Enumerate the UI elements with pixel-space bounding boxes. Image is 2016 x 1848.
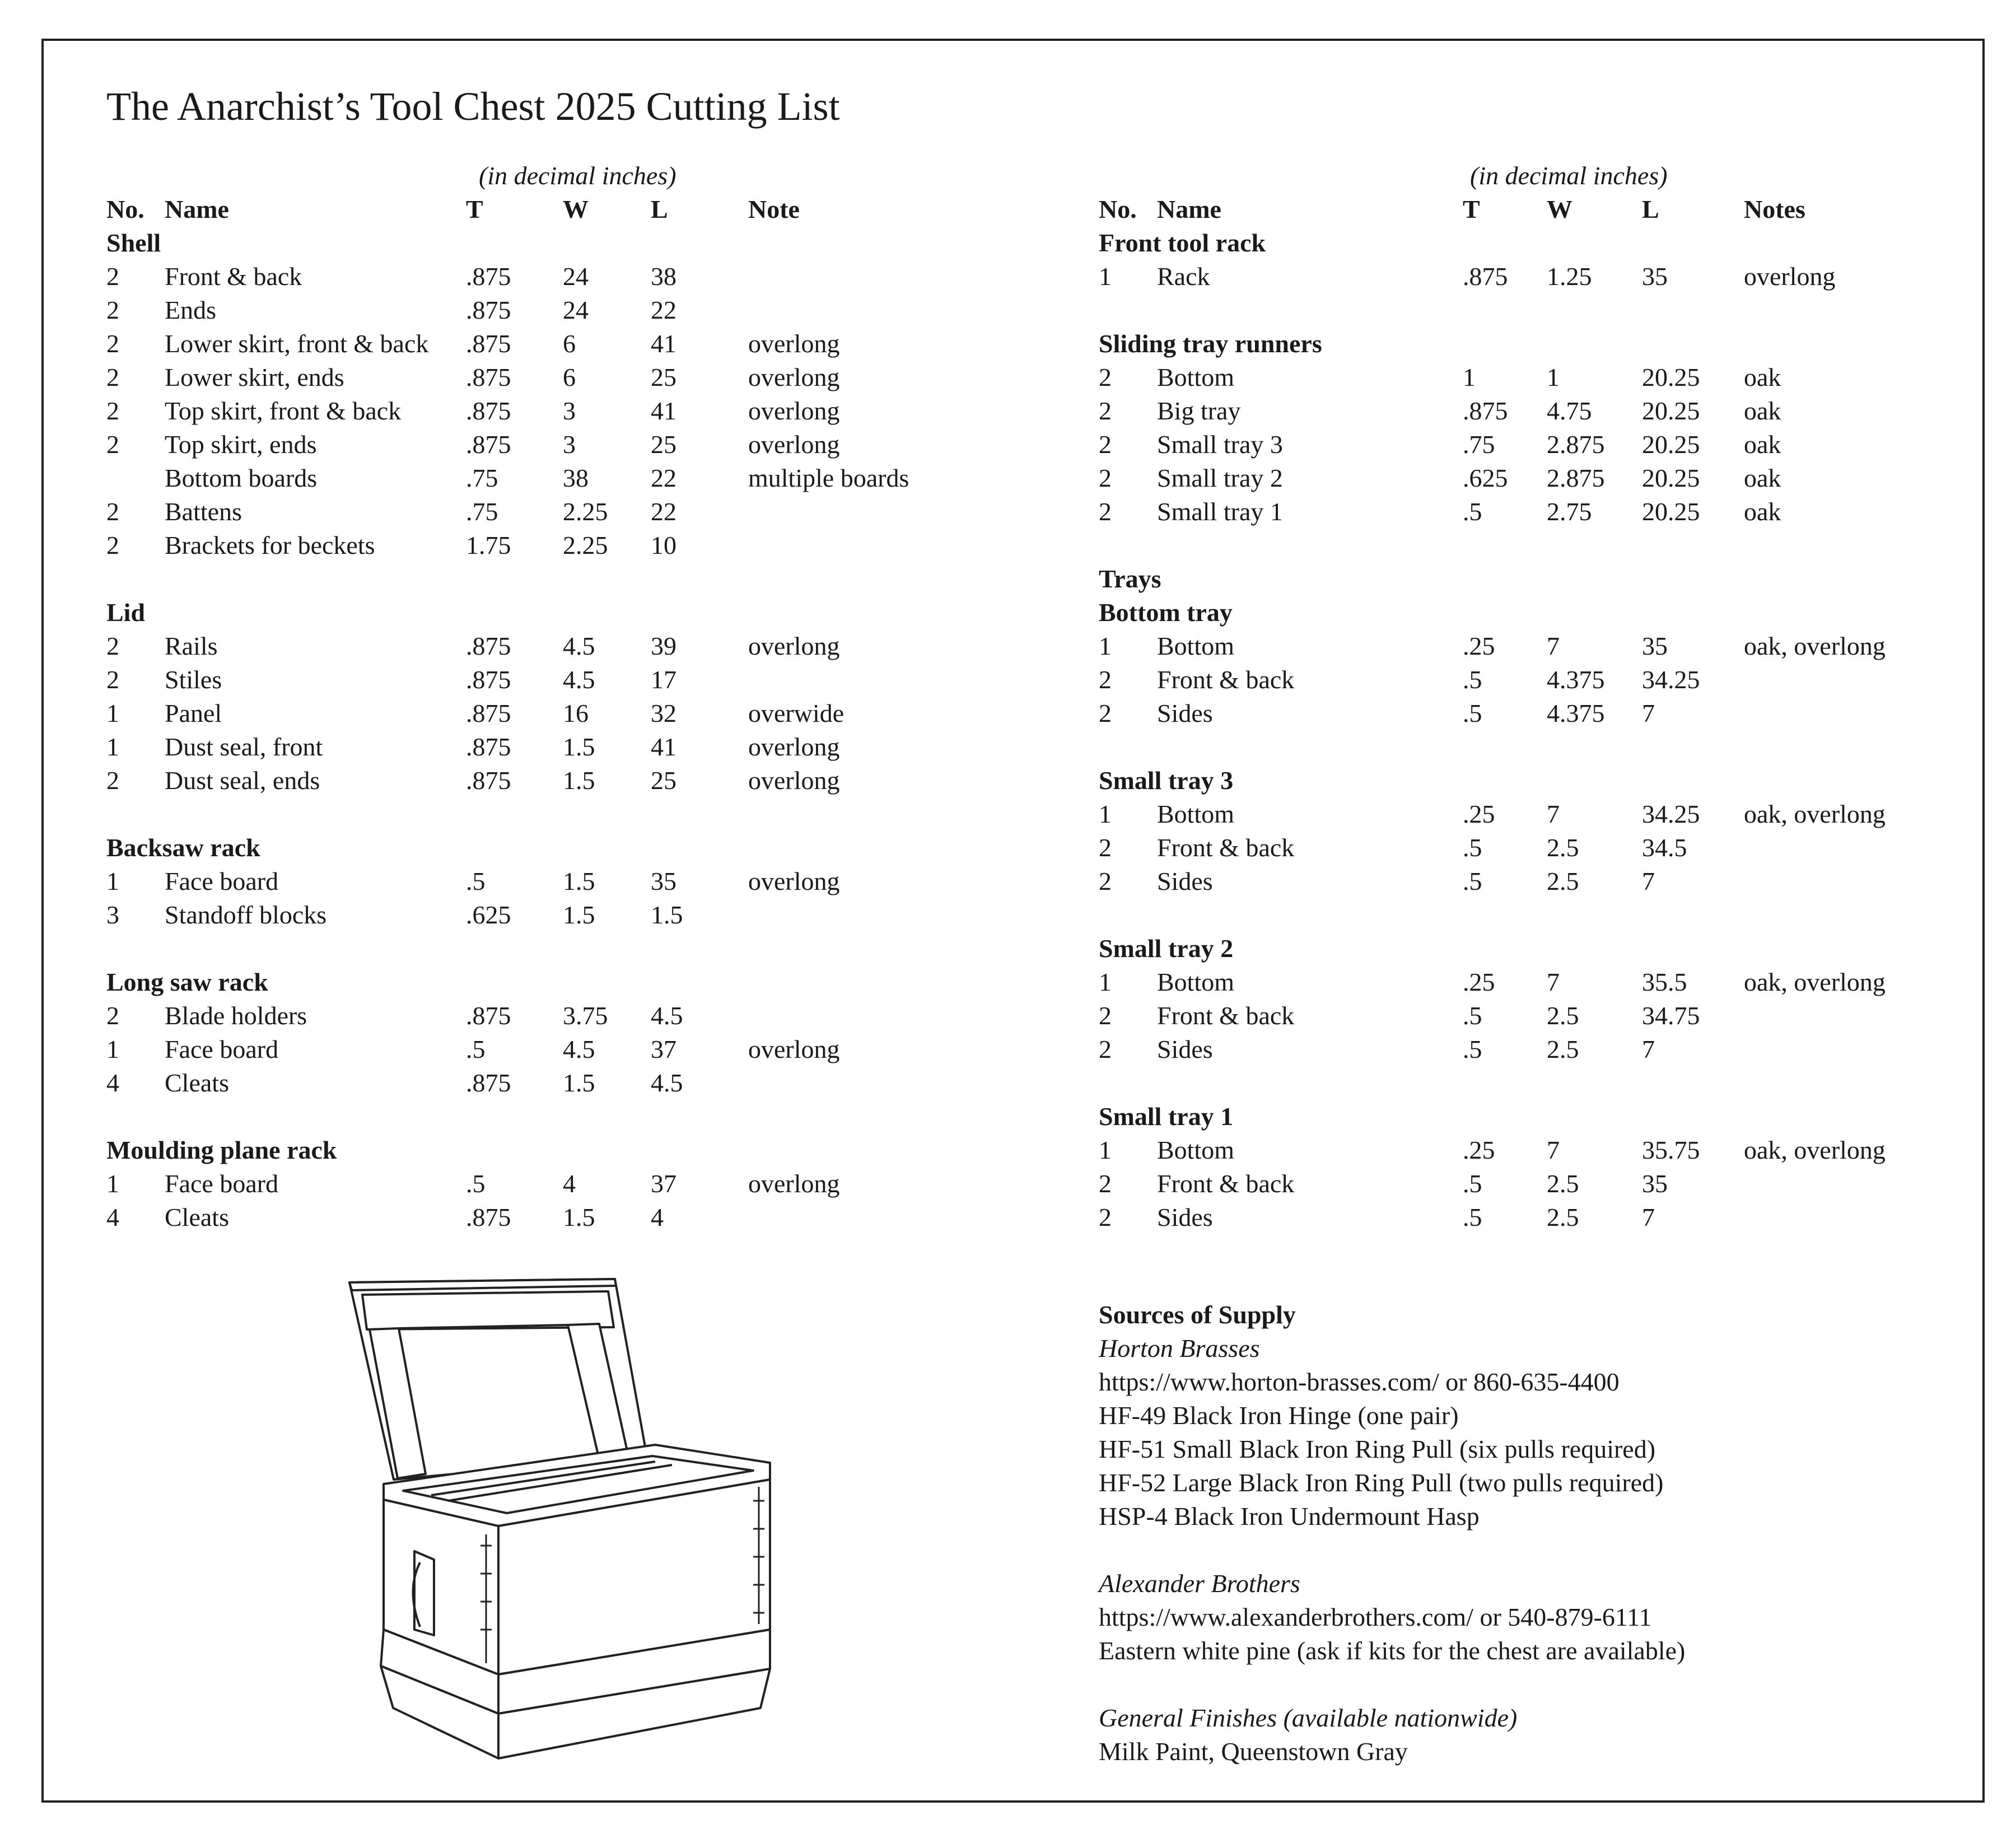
- length-cell: 34.25: [1642, 800, 1700, 828]
- part-name-cell: Panel: [165, 699, 222, 727]
- quantity-cell: 2: [106, 363, 119, 391]
- quantity-cell: 2: [1099, 464, 1112, 492]
- width-cell: 1.5: [563, 900, 595, 929]
- length-cell: 35: [651, 867, 676, 895]
- header-width: W: [1547, 195, 1572, 223]
- length-cell: 22: [651, 497, 676, 526]
- part-name-cell: Sides: [1157, 699, 1213, 727]
- quantity-cell: 1: [106, 867, 119, 895]
- supply-item: HSP-4 Black Iron Undermount Hasp: [1099, 1502, 1480, 1530]
- width-cell: 2.875: [1547, 464, 1605, 492]
- note-cell: overlong: [748, 1035, 840, 1063]
- thickness-cell: .875: [466, 430, 511, 459]
- header-length: L: [651, 195, 668, 223]
- part-name-cell: Blade holders: [165, 1001, 307, 1030]
- width-cell: 3: [563, 430, 576, 459]
- section-title: Small tray 1: [1099, 1102, 1234, 1131]
- length-cell: 7: [1642, 699, 1655, 727]
- length-cell: 41: [651, 396, 676, 425]
- length-cell: 41: [651, 329, 676, 358]
- thickness-cell: .625: [1463, 464, 1508, 492]
- note-cell: overwide: [748, 699, 844, 727]
- thickness-cell: .5: [1463, 665, 1482, 694]
- quantity-cell: 2: [106, 396, 119, 425]
- quantity-cell: 2: [106, 430, 119, 459]
- thickness-cell: .875: [466, 732, 511, 761]
- supply-item: HF-51 Small Black Iron Ring Pull (six pulls required): [1099, 1435, 1656, 1463]
- quantity-cell: 2: [1099, 1203, 1112, 1231]
- note-cell: oak, overlong: [1744, 1136, 1886, 1164]
- quantity-cell: 1: [106, 1169, 119, 1198]
- note-cell: oak, overlong: [1744, 968, 1886, 996]
- length-cell: 1.5: [651, 900, 683, 929]
- part-name-cell: Cleats: [165, 1203, 229, 1231]
- length-cell: 39: [651, 632, 676, 660]
- thickness-cell: .75: [1463, 430, 1495, 459]
- width-cell: 3: [563, 396, 576, 425]
- part-name-cell: Battens: [165, 497, 242, 526]
- quantity-cell: 2: [106, 531, 119, 559]
- quantity-cell: 1: [1099, 262, 1112, 291]
- thickness-cell: .875: [466, 363, 511, 391]
- note-cell: overlong: [748, 329, 840, 358]
- length-cell: 34.5: [1642, 833, 1687, 862]
- thickness-cell: .5: [466, 867, 486, 895]
- part-name-cell: Face board: [165, 1035, 279, 1063]
- width-cell: 1: [1547, 363, 1560, 391]
- width-cell: 2.5: [1547, 1169, 1579, 1198]
- vendor-horton-contact: https://www.horton-brasses.com/ or 860-635-4400: [1099, 1368, 1620, 1396]
- supply-item: HF-52 Large Black Iron Ring Pull (two pulls required): [1099, 1468, 1664, 1497]
- length-cell: 41: [651, 732, 676, 761]
- part-name-cell: Brackets for beckets: [165, 531, 375, 559]
- quantity-cell: 1: [106, 699, 119, 727]
- quantity-cell: 2: [106, 262, 119, 291]
- thickness-cell: .875: [466, 329, 511, 358]
- thickness-cell: .875: [466, 1203, 511, 1231]
- width-cell: 3.75: [563, 1001, 608, 1030]
- width-cell: 4.5: [563, 632, 595, 660]
- width-cell: 16: [563, 699, 589, 727]
- width-cell: 7: [1547, 1136, 1560, 1164]
- quantity-cell: 2: [1099, 396, 1112, 425]
- note-cell: overlong: [748, 363, 840, 391]
- quantity-cell: 1: [1099, 1136, 1112, 1164]
- section-title: Lid: [106, 598, 146, 627]
- part-name-cell: Small tray 2: [1157, 464, 1283, 492]
- section-title: Long saw rack: [106, 968, 268, 996]
- thickness-cell: .875: [466, 1001, 511, 1030]
- width-cell: 4: [563, 1169, 576, 1198]
- spacer: [1099, 1533, 1685, 1567]
- part-name-cell: Lower skirt, ends: [165, 363, 344, 391]
- part-name-cell: Big tray: [1157, 396, 1241, 425]
- width-cell: 7: [1547, 800, 1560, 828]
- quantity-cell: 4: [106, 1203, 119, 1231]
- length-cell: 35.5: [1642, 968, 1687, 996]
- length-cell: 25: [651, 430, 676, 459]
- note-cell: oak, overlong: [1744, 800, 1886, 828]
- length-cell: 35: [1642, 632, 1668, 660]
- note-cell: overlong: [748, 766, 840, 795]
- thickness-cell: .5: [1463, 1203, 1482, 1231]
- length-cell: 35: [1642, 1169, 1668, 1198]
- thickness-cell: 1: [1463, 363, 1476, 391]
- part-name-cell: Dust seal, ends: [165, 766, 320, 795]
- note-cell: oak: [1744, 363, 1781, 391]
- note-cell: oak: [1744, 497, 1781, 526]
- part-name-cell: Bottom: [1157, 363, 1235, 391]
- header-name: Name: [165, 195, 229, 223]
- part-name-cell: Front & back: [1157, 1001, 1295, 1030]
- length-cell: 38: [651, 262, 676, 291]
- length-cell: 7: [1642, 1203, 1655, 1231]
- part-name-cell: Cleats: [165, 1068, 229, 1097]
- part-name-cell: Front & back: [1157, 665, 1295, 694]
- thickness-cell: .5: [1463, 1169, 1482, 1198]
- thickness-cell: .5: [1463, 1001, 1482, 1030]
- quantity-cell: 2: [1099, 363, 1112, 391]
- length-cell: 4.5: [651, 1001, 683, 1030]
- thickness-cell: .25: [1463, 632, 1495, 660]
- width-cell: 6: [563, 363, 576, 391]
- length-cell: 7: [1642, 867, 1655, 895]
- thickness-cell: .75: [466, 497, 498, 526]
- quantity-cell: 2: [1099, 833, 1112, 862]
- width-cell: 7: [1547, 968, 1560, 996]
- part-name-cell: Small tray 1: [1157, 497, 1283, 526]
- quantity-cell: 2: [1099, 665, 1112, 694]
- vendor-alexander: Alexander Brothers: [1099, 1569, 1300, 1598]
- thickness-cell: .875: [466, 396, 511, 425]
- thickness-cell: .875: [1463, 396, 1508, 425]
- quantity-cell: 1: [1099, 632, 1112, 660]
- part-name-cell: Small tray 3: [1157, 430, 1283, 459]
- note-cell: overlong: [748, 1169, 840, 1198]
- width-cell: 1.5: [563, 867, 595, 895]
- section-title: Bottom tray: [1099, 598, 1233, 627]
- thickness-cell: .5: [1463, 699, 1482, 727]
- note-cell: overlong: [1744, 262, 1836, 291]
- note-cell: overlong: [748, 732, 840, 761]
- thickness-cell: .875: [466, 699, 511, 727]
- length-cell: 32: [651, 699, 676, 727]
- part-name-cell: Sides: [1157, 867, 1213, 895]
- part-name-cell: Bottom: [1157, 1136, 1235, 1164]
- width-cell: 1.5: [563, 766, 595, 795]
- page-title: The Anarchist’s Tool Chest 2025 Cutting List: [106, 84, 840, 129]
- length-cell: 35.75: [1642, 1136, 1700, 1164]
- supply-item: Eastern white pine (ask if kits for the chest are available): [1099, 1636, 1686, 1665]
- quantity-cell: 2: [1099, 699, 1112, 727]
- header-no: No.: [1099, 195, 1137, 223]
- tool-chest-drawing: [342, 1271, 790, 1775]
- header-name: Name: [1157, 195, 1221, 223]
- thickness-cell: .875: [466, 665, 511, 694]
- length-cell: 20.25: [1642, 363, 1700, 391]
- section-title: Moulding plane rack: [106, 1136, 337, 1164]
- quantity-cell: 2: [106, 665, 119, 694]
- part-name-cell: Stiles: [165, 665, 222, 694]
- quantity-cell: 2: [106, 296, 119, 324]
- part-name-cell: Standoff blocks: [165, 900, 327, 929]
- part-name-cell: Ends: [165, 296, 216, 324]
- supply-item: Milk Paint, Queenstown Gray: [1099, 1737, 1408, 1766]
- width-cell: 7: [1547, 632, 1560, 660]
- thickness-cell: .5: [466, 1169, 486, 1198]
- length-cell: 25: [651, 766, 676, 795]
- thickness-cell: .875: [466, 262, 511, 291]
- section-title: Trays: [1099, 564, 1161, 593]
- quantity-cell: 2: [1099, 1035, 1112, 1063]
- quantity-cell: 2: [1099, 1001, 1112, 1030]
- section-title: Small tray 2: [1099, 934, 1234, 963]
- width-cell: 24: [563, 296, 589, 324]
- thickness-cell: .25: [1463, 1136, 1495, 1164]
- supply-heading: Sources of Supply: [1099, 1300, 1296, 1329]
- width-cell: 4.75: [1547, 396, 1592, 425]
- units-note: (in decimal inches): [1470, 161, 1668, 190]
- thickness-cell: .25: [1463, 800, 1495, 828]
- length-cell: 37: [651, 1169, 676, 1198]
- quantity-cell: 2: [106, 329, 119, 358]
- page-border: [41, 39, 1985, 1803]
- vendor-horton: Horton Brasses: [1099, 1334, 1260, 1362]
- quantity-cell: 2: [1099, 867, 1112, 895]
- vendor-general-finishes: General Finishes (available nationwide): [1099, 1704, 1518, 1732]
- section-title: Front tool rack: [1099, 228, 1266, 257]
- header-notes: Notes: [1744, 195, 1805, 223]
- header-length: L: [1642, 195, 1659, 223]
- length-cell: 25: [651, 363, 676, 391]
- width-cell: 2.5: [1547, 867, 1579, 895]
- width-cell: 2.5: [1547, 1001, 1579, 1030]
- section-title: Sliding tray runners: [1099, 329, 1322, 358]
- spacer: [1099, 1668, 1685, 1701]
- header-note: Note: [748, 195, 800, 223]
- length-cell: 22: [651, 464, 676, 492]
- header-thickness: T: [466, 195, 483, 223]
- part-name-cell: Top skirt, ends: [165, 430, 317, 459]
- header-thickness: T: [1463, 195, 1480, 223]
- width-cell: 2.5: [1547, 1035, 1579, 1063]
- width-cell: 4.375: [1547, 665, 1605, 694]
- width-cell: 2.25: [563, 497, 608, 526]
- note-cell: multiple boards: [748, 464, 909, 492]
- length-cell: 4.5: [651, 1068, 683, 1097]
- width-cell: 2.875: [1547, 430, 1605, 459]
- supply-item: HF-49 Black Iron Hinge (one pair): [1099, 1401, 1459, 1430]
- part-name-cell: Bottom: [1157, 968, 1235, 996]
- quantity-cell: 4: [106, 1068, 119, 1097]
- note-cell: oak: [1744, 430, 1781, 459]
- width-cell: 1.25: [1547, 262, 1592, 291]
- thickness-cell: .75: [466, 464, 498, 492]
- quantity-cell: 1: [106, 732, 119, 761]
- length-cell: 10: [651, 531, 676, 559]
- thickness-cell: .5: [1463, 867, 1482, 895]
- width-cell: 2.75: [1547, 497, 1592, 526]
- thickness-cell: 1.75: [466, 531, 511, 559]
- quantity-cell: 3: [106, 900, 119, 929]
- length-cell: 37: [651, 1035, 676, 1063]
- note-cell: oak, overlong: [1744, 632, 1886, 660]
- width-cell: 38: [563, 464, 589, 492]
- quantity-cell: 2: [1099, 497, 1112, 526]
- thickness-cell: .5: [1463, 833, 1482, 862]
- sources-of-supply: [1099, 1298, 1685, 1768]
- part-name-cell: Sides: [1157, 1203, 1213, 1231]
- width-cell: 6: [563, 329, 576, 358]
- part-name-cell: Top skirt, front & back: [165, 396, 402, 425]
- thickness-cell: .875: [1463, 262, 1508, 291]
- section-title: Shell: [106, 228, 161, 257]
- thickness-cell: .875: [466, 632, 511, 660]
- vendor-alexander-contact: https://www.alexanderbrothers.com/ or 540-879-6111: [1099, 1603, 1652, 1631]
- part-name-cell: Dust seal, front: [165, 732, 323, 761]
- thickness-cell: .875: [466, 296, 511, 324]
- length-cell: 4: [651, 1203, 664, 1231]
- length-cell: 20.25: [1642, 396, 1700, 425]
- header-no: No.: [106, 195, 144, 223]
- length-cell: 20.25: [1642, 464, 1700, 492]
- part-name-cell: Lower skirt, front & back: [165, 329, 429, 358]
- part-name-cell: Bottom: [1157, 632, 1235, 660]
- header-width: W: [563, 195, 589, 223]
- length-cell: 7: [1642, 1035, 1655, 1063]
- length-cell: 34.25: [1642, 665, 1700, 694]
- part-name-cell: Face board: [165, 1169, 279, 1198]
- section-title: Small tray 3: [1099, 766, 1234, 795]
- width-cell: 2.5: [1547, 833, 1579, 862]
- thickness-cell: .5: [466, 1035, 486, 1063]
- part-name-cell: Bottom boards: [165, 464, 318, 492]
- part-name-cell: Front & back: [165, 262, 302, 291]
- quantity-cell: 2: [106, 1001, 119, 1030]
- quantity-cell: 2: [1099, 430, 1112, 459]
- quantity-cell: 1: [1099, 968, 1112, 996]
- width-cell: 2.5: [1547, 1203, 1579, 1231]
- thickness-cell: .875: [466, 766, 511, 795]
- part-name-cell: Face board: [165, 867, 279, 895]
- width-cell: 4.375: [1547, 699, 1605, 727]
- length-cell: 17: [651, 665, 676, 694]
- width-cell: 4.5: [563, 665, 595, 694]
- quantity-cell: 1: [106, 1035, 119, 1063]
- thickness-cell: .25: [1463, 968, 1495, 996]
- note-cell: overlong: [748, 867, 840, 895]
- note-cell: overlong: [748, 396, 840, 425]
- note-cell: oak: [1744, 464, 1781, 492]
- part-name-cell: Bottom: [1157, 800, 1235, 828]
- units-note: (in decimal inches): [479, 161, 676, 190]
- length-cell: 20.25: [1642, 430, 1700, 459]
- length-cell: 35: [1642, 262, 1668, 291]
- thickness-cell: .5: [1463, 1035, 1482, 1063]
- quantity-cell: 2: [106, 497, 119, 526]
- thickness-cell: .625: [466, 900, 511, 929]
- quantity-cell: 2: [1099, 1169, 1112, 1198]
- thickness-cell: .875: [466, 1068, 511, 1097]
- note-cell: overlong: [748, 632, 840, 660]
- note-cell: oak: [1744, 396, 1781, 425]
- note-cell: overlong: [748, 430, 840, 459]
- width-cell: 2.25: [563, 531, 608, 559]
- thickness-cell: .5: [1463, 497, 1482, 526]
- quantity-cell: 2: [106, 632, 119, 660]
- width-cell: 1.5: [563, 732, 595, 761]
- quantity-cell: 1: [1099, 800, 1112, 828]
- part-name-cell: Front & back: [1157, 1169, 1295, 1198]
- length-cell: 34.75: [1642, 1001, 1700, 1030]
- width-cell: 1.5: [563, 1203, 595, 1231]
- part-name-cell: Front & back: [1157, 833, 1295, 862]
- section-title: Backsaw rack: [106, 833, 260, 862]
- part-name-cell: Sides: [1157, 1035, 1213, 1063]
- width-cell: 24: [563, 262, 589, 291]
- length-cell: 20.25: [1642, 497, 1700, 526]
- width-cell: 4.5: [563, 1035, 595, 1063]
- part-name-cell: Rack: [1157, 262, 1210, 291]
- quantity-cell: 2: [106, 766, 119, 795]
- part-name-cell: Rails: [165, 632, 218, 660]
- width-cell: 1.5: [563, 1068, 595, 1097]
- length-cell: 22: [651, 296, 676, 324]
